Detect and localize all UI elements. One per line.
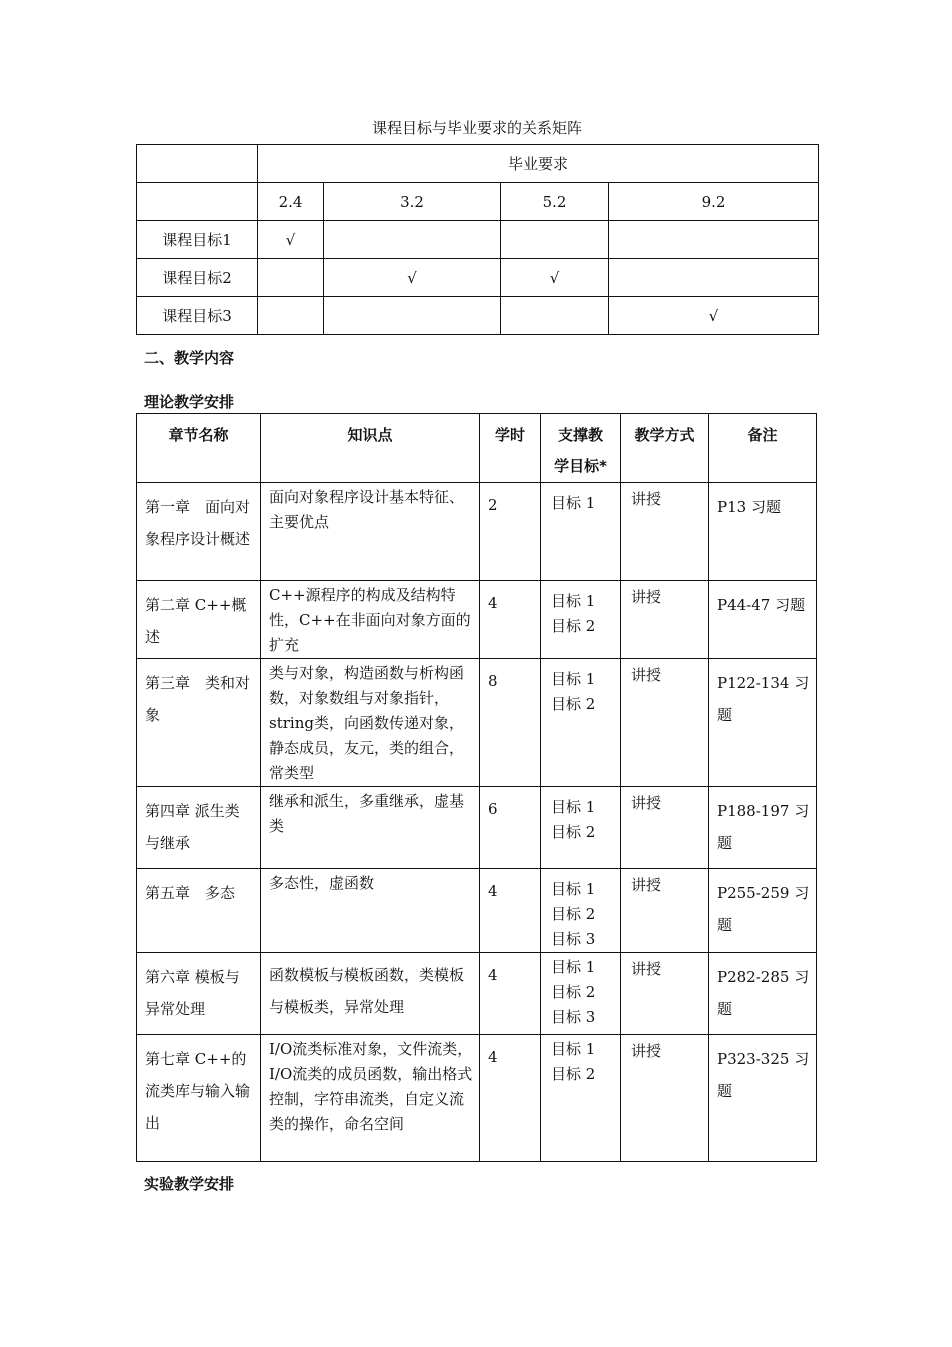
method-cell: 讲授 [621, 1035, 709, 1162]
goal-cell [541, 1035, 621, 1162]
matrix-row [137, 221, 819, 259]
table-row [137, 953, 817, 1035]
hours-cell: 4 [480, 581, 541, 659]
matrix-blank-cell [137, 183, 258, 221]
matrix-cell [501, 297, 609, 335]
matrix-column-header: 5.2 [501, 183, 609, 221]
chapter-cell: 第二章 C++概述 [137, 581, 261, 659]
table-row [137, 1035, 817, 1162]
matrix-cell [501, 221, 609, 259]
matrix-column-header: 9.2 [609, 183, 819, 221]
matrix-cell [324, 297, 501, 335]
goal-item: 目标 2 [551, 695, 596, 713]
matrix-group-header: 毕业要求 [258, 145, 819, 183]
method-header: 教学方式 [621, 414, 709, 483]
hours-cell: 6 [480, 787, 541, 869]
method-cell: 讲授 [621, 483, 709, 581]
knowledge-cell: 函数模板与模板函数，类模板与模板类，异常处理 [261, 953, 480, 1035]
goal-item: 目标 2 [551, 905, 596, 923]
matrix-cell [324, 221, 501, 259]
knowledge-cell: 类与对象，构造函数与析构函数，对象数组与对象指针，string类，向函数传递对象，静态成员，友元，类的组合，常类型 [261, 659, 480, 787]
goal-item: 目标 2 [551, 823, 596, 841]
chapter-cell: 第一章 面向对象程序设计概述 [137, 483, 261, 581]
goal-item: 目标 1 [551, 592, 596, 610]
method-cell: 讲授 [621, 787, 709, 869]
matrix-cell [258, 297, 324, 335]
matrix-row-label: 课程目标2 [137, 259, 258, 297]
notes-cell: P13 习题 [709, 483, 817, 581]
knowledge-cell: C++源程序的构成及结构特性，C++在非面向对象方面的扩充 [261, 581, 480, 659]
chapter-cell: 第四章 派生类与继承 [137, 787, 261, 869]
chapter-cell: 第三章 类和对象 [137, 659, 261, 787]
requirements-matrix [136, 144, 819, 335]
goal-item: 目标 1 [551, 670, 596, 688]
theory-heading: 理论教学安排 [144, 393, 235, 411]
matrix-cell: √ [609, 297, 819, 335]
goal-item: 目标 2 [551, 617, 596, 635]
matrix-row [137, 259, 819, 297]
notes-cell: P323-325 习题 [709, 1035, 817, 1162]
notes-cell: P255-259 习题 [709, 869, 817, 953]
theory-schedule-table [136, 413, 817, 1162]
goal-item: 目标 2 [551, 983, 596, 1001]
goal-cell [541, 787, 621, 869]
method-cell: 讲授 [621, 869, 709, 953]
matrix-corner-cell [137, 145, 258, 183]
table-row [137, 581, 817, 659]
chapter-cell: 第五章 多态 [137, 869, 261, 953]
chapter-cell: 第七章 C++的流类库与输入输出 [137, 1035, 261, 1162]
goal-cell [541, 869, 621, 953]
goal-cell [541, 659, 621, 787]
goal-item: 目标 1 [551, 958, 596, 976]
chapter-cell: 第六章 模板与异常处理 [137, 953, 261, 1035]
theory-header-row [137, 414, 817, 483]
knowledge-header: 知识点 [261, 414, 480, 483]
method-cell: 讲授 [621, 659, 709, 787]
method-cell: 讲授 [621, 581, 709, 659]
lab-heading: 实验教学安排 [144, 1175, 235, 1193]
table-row [137, 787, 817, 869]
goal-cell [541, 953, 621, 1035]
goal-cell [541, 581, 621, 659]
hours-cell: 4 [480, 953, 541, 1035]
matrix-row [137, 297, 819, 335]
goal-item: 目标 1 [551, 880, 596, 898]
matrix-cell: √ [258, 221, 324, 259]
goal-item: 目标 1 [551, 494, 596, 512]
table-row [137, 869, 817, 953]
goal-item: 目标 2 [551, 1065, 596, 1083]
goal-item: 目标 1 [551, 798, 596, 816]
goal-item: 目标 1 [551, 1040, 596, 1058]
table-row [137, 659, 817, 787]
notes-cell: P44-47 习题 [709, 581, 817, 659]
matrix-row-label: 课程目标3 [137, 297, 258, 335]
chapter-header: 章节名称 [137, 414, 261, 483]
matrix-cell [609, 259, 819, 297]
matrix-cell: √ [501, 259, 609, 297]
notes-cell: P282-285 习题 [709, 953, 817, 1035]
matrix-row-label: 课程目标1 [137, 221, 258, 259]
goal-header: 支撑教学目标* [541, 414, 621, 483]
matrix-cell: √ [324, 259, 501, 297]
hours-header: 学时 [480, 414, 541, 483]
matrix-caption: 课程目标与毕业要求的关系矩阵 [371, 119, 582, 137]
table-row [137, 483, 817, 581]
matrix-cell [258, 259, 324, 297]
hours-cell: 8 [480, 659, 541, 787]
knowledge-cell: 多态性，虚函数 [261, 869, 480, 953]
hours-cell: 4 [480, 869, 541, 953]
knowledge-cell: I/O流类标准对象，文件流类，I/O流类的成员函数，输出格式控制，字符串流类，自定义流类的操作，命名空间 [261, 1035, 480, 1162]
hours-cell: 4 [480, 1035, 541, 1162]
goal-item: 目标 3 [551, 930, 596, 948]
goal-cell [541, 483, 621, 581]
notes-header: 备注 [709, 414, 817, 483]
notes-cell: P122-134 习题 [709, 659, 817, 787]
goal-item: 目标 3 [551, 1008, 596, 1026]
notes-cell: P188-197 习题 [709, 787, 817, 869]
method-cell: 讲授 [621, 953, 709, 1035]
matrix-column-header: 3.2 [324, 183, 501, 221]
section-heading: 二、教学内容 [144, 349, 235, 367]
knowledge-cell: 面向对象程序设计基本特征、主要优点 [261, 483, 480, 581]
matrix-cell [609, 221, 819, 259]
matrix-column-header: 2.4 [258, 183, 324, 221]
hours-cell: 2 [480, 483, 541, 581]
knowledge-cell: 继承和派生，多重继承，虚基类 [261, 787, 480, 869]
